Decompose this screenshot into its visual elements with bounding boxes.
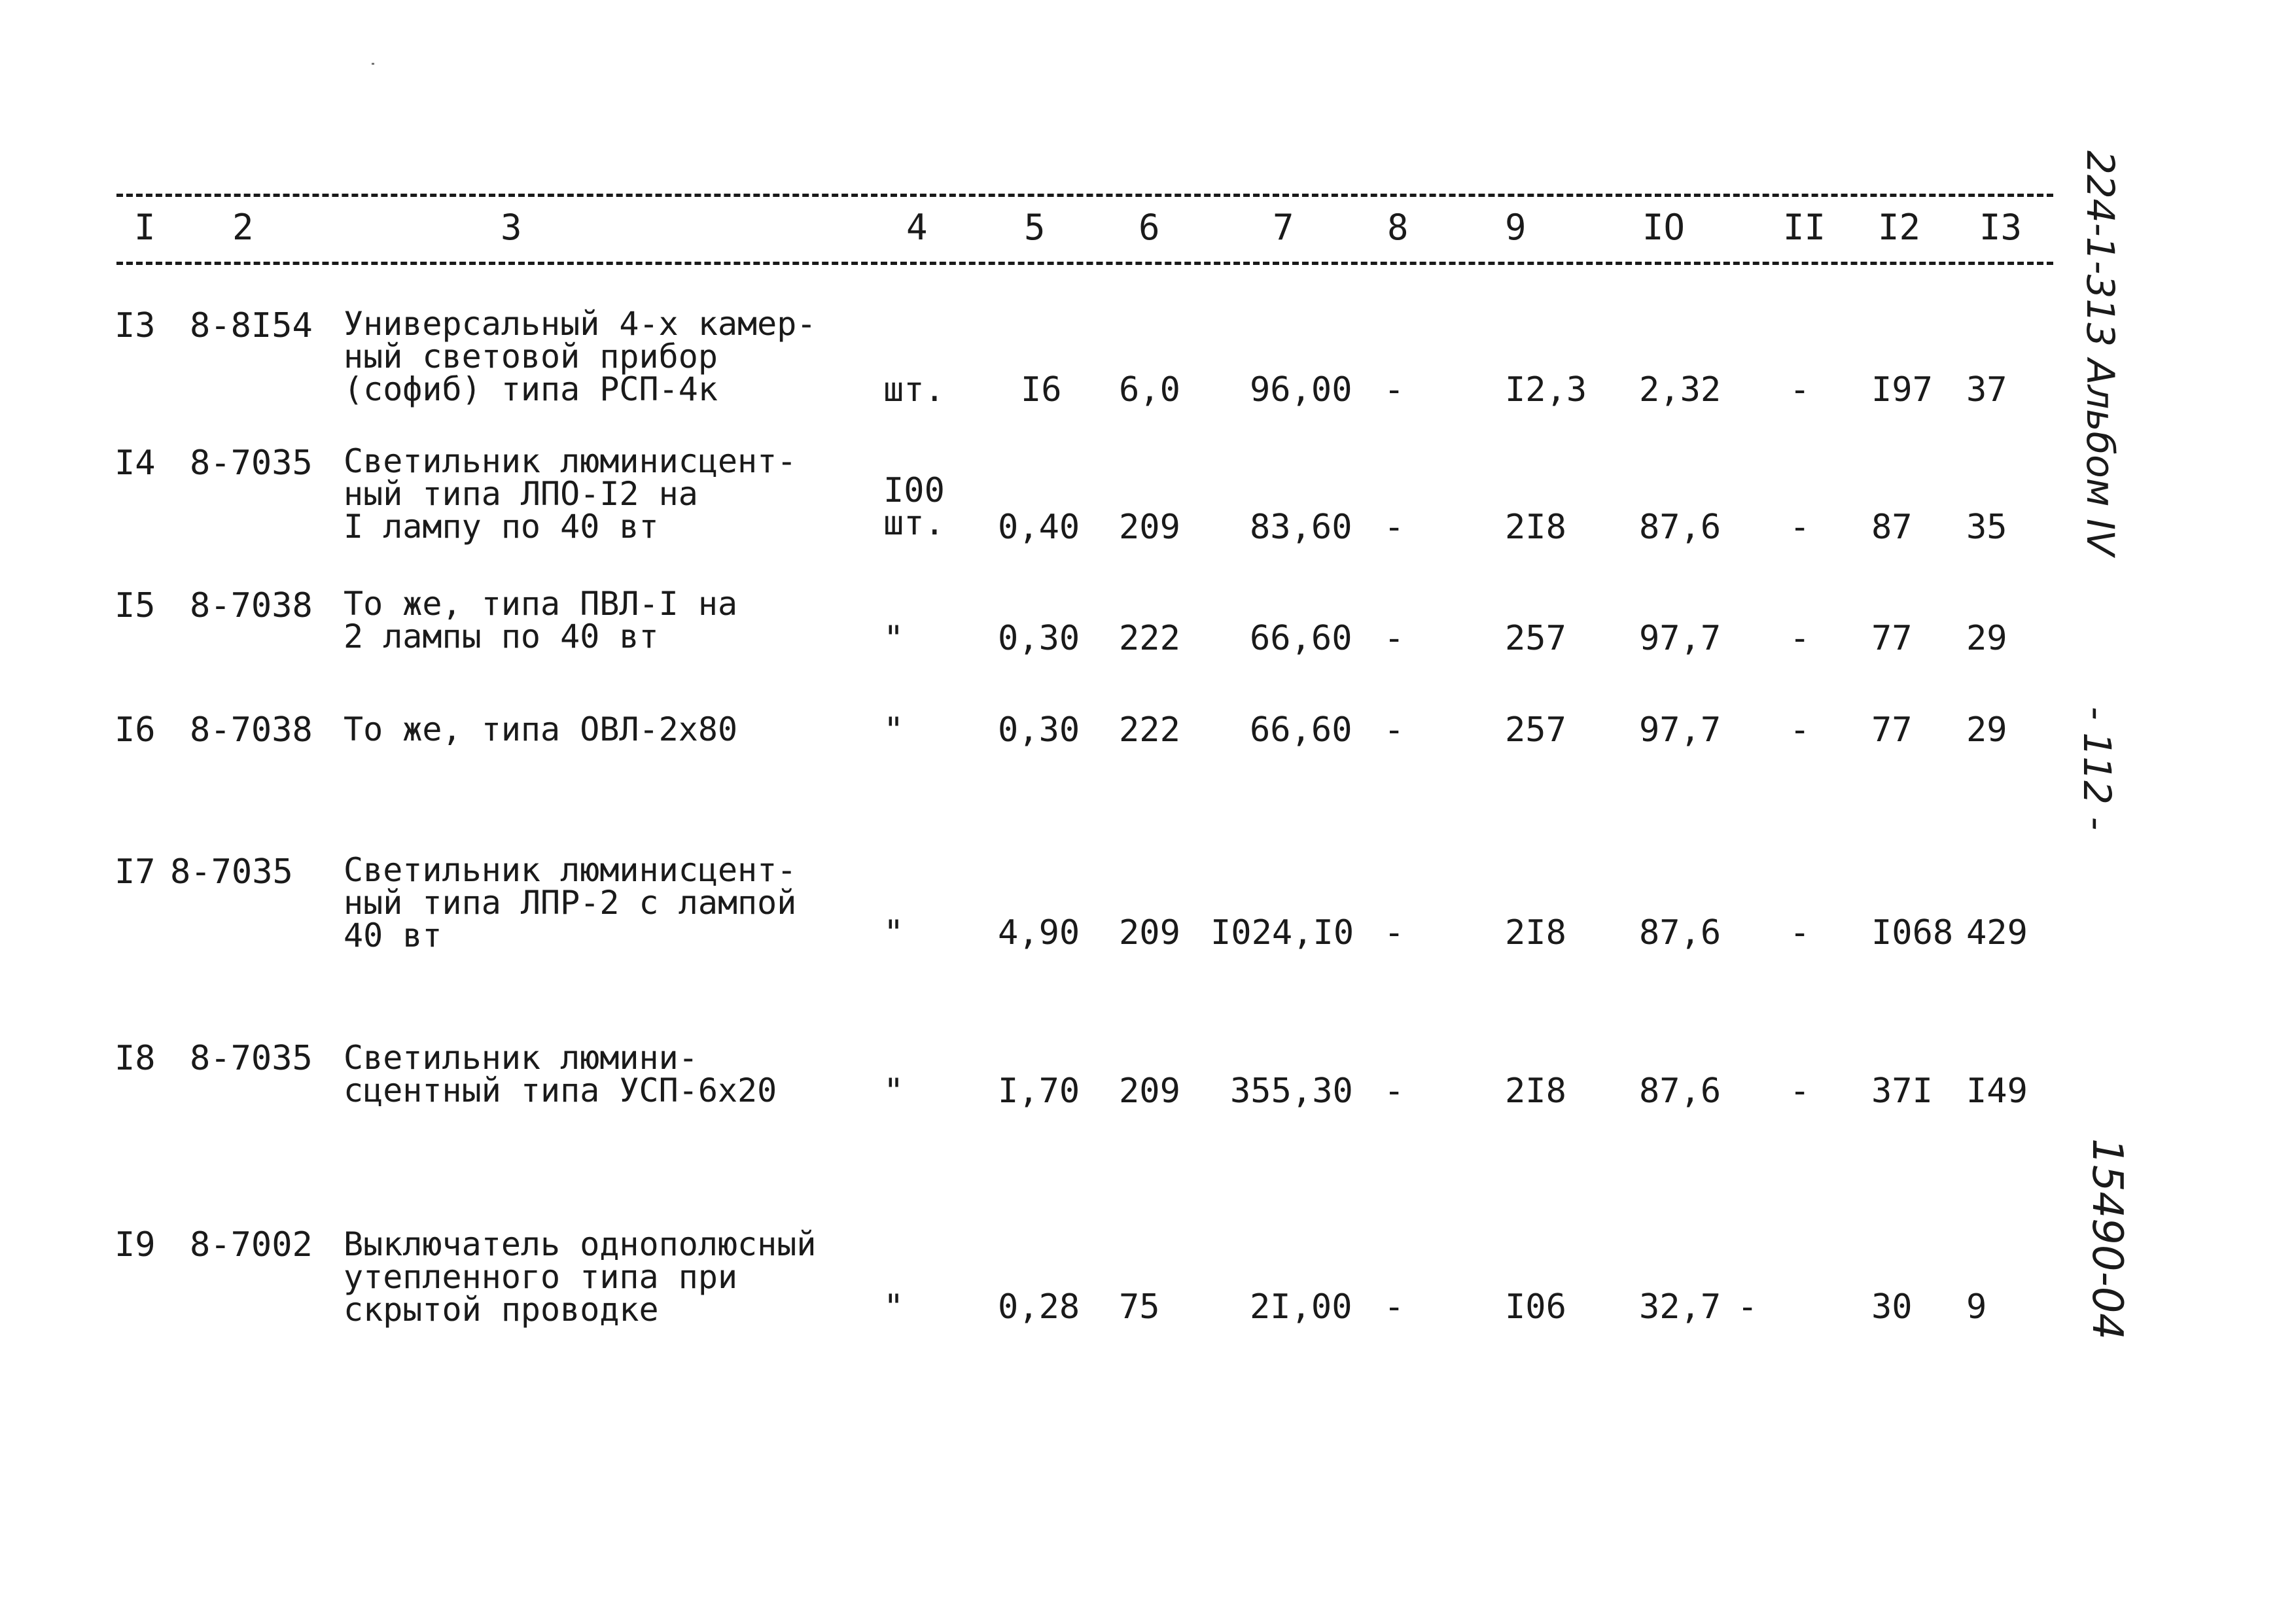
cell-col11: - [1790,710,1810,750]
cell-col8: - [1384,913,1405,952]
cell-col12: 77 [1871,710,1913,750]
cell-col12: I068 [1871,913,1954,952]
cell-col10: 87,6 [1639,1072,1722,1111]
row-number: I7 [115,852,156,892]
cell-col5: 0,30 [998,710,1080,750]
page-number: - 112 - [2075,707,2119,831]
rate-code: 8-7038 [190,586,313,625]
cell-col13: 9 [1966,1287,1987,1327]
cell-col8: - [1384,1072,1405,1111]
cell-col10: 2,32 [1639,370,1722,410]
cell-col5: 0,28 [998,1287,1080,1327]
cell-col9: 2I8 [1505,1072,1566,1111]
cell-col9: 2I8 [1505,913,1566,952]
cell-col7: 355,30 [1230,1072,1353,1111]
cell-col12: I97 [1871,370,1933,410]
cell-col13: 37 [1966,370,2007,410]
cell-col13: 29 [1966,619,2007,658]
cell-col7: 66,60 [1250,710,1352,750]
cell-col8: - [1384,619,1405,658]
item-description: Светильник люмини- сцентный типа УСП-6х20 [344,1039,777,1109]
cell-col11: - [1790,370,1810,410]
row-number: I3 [115,306,156,345]
cell-col9: I06 [1505,1287,1566,1327]
cell-col10: 87,6 [1639,508,1722,547]
cell-col13: I49 [1966,1072,2028,1111]
col-header-8: 8 [1387,207,1409,248]
cell-col9: I2,3 [1505,370,1587,410]
cell-col7: 2I,00 [1250,1287,1352,1327]
scan-speck [372,63,374,65]
cell-col5: 0,40 [998,508,1080,547]
cell-col13: 35 [1966,508,2007,547]
item-description: Универсальный 4-х камер- ный световой прибор (софиб) типа РСП-4к [344,305,817,408]
cell-col6: 209 [1119,1072,1180,1111]
cell-col11: - [1790,1072,1810,1111]
col-header-2: 2 [232,207,254,248]
cell-col6: 75 [1119,1287,1160,1327]
cell-col5: I6 [1021,370,1062,410]
cell-col9: 257 [1505,619,1566,658]
item-description: Светильник люминисцент- ный типа ЛПР-2 с лампой 40 вт [344,851,797,954]
cell-col9: 2I8 [1505,508,1566,547]
col-header-6: 6 [1139,207,1160,248]
cell-col5: 0,30 [998,619,1080,658]
unit: " [883,710,904,750]
row-number: I4 [115,444,156,483]
unit: I00 шт. [883,471,945,543]
cell-col12: 87 [1871,508,1913,547]
item-description: Светильник люминисцент- ный типа ЛПО-I2 на I лампу по 40 вт [344,442,797,546]
sheet-code: 15490-04 [2083,1138,2131,1340]
cell-col6: 222 [1119,710,1180,750]
cell-col8: - [1384,370,1405,410]
cell-col10: 87,6 [1639,913,1722,952]
item-description: То же, типа ПВЛ-I на 2 лампы по 40 вт [344,585,738,655]
item-description: То же, типа ОВЛ-2х80 [344,710,738,748]
cell-col11: - [1790,619,1810,658]
cell-col8: - [1384,508,1405,547]
cell-col12: 30 [1871,1287,1913,1327]
rate-code: 8-8I54 [190,306,313,345]
cell-col6: 209 [1119,913,1180,952]
rate-code: 8-7035 [190,1039,313,1078]
col-header-10: IO [1642,207,1686,248]
cell-col7: 83,60 [1250,508,1352,547]
unit: " [883,619,904,658]
cell-col8: - [1384,1287,1405,1327]
cell-col10: 97,7 [1639,619,1722,658]
cell-col7: I024,I0 [1210,913,1354,952]
album-reference: 224-1-313 Альбом IV [2078,150,2123,556]
cell-col9: 257 [1505,710,1566,750]
rate-code: 8-7035 [190,444,313,483]
cell-col7: 96,00 [1250,370,1352,410]
item-description: Выключатель однополюсный утепленного типа при скрытой проводке [344,1225,817,1329]
cell-col13: 429 [1966,913,2028,952]
cell-col6: 6,0 [1119,370,1180,410]
row-number: I5 [115,586,156,625]
unit: " [883,1287,904,1327]
col-header-11: II [1783,207,1826,248]
row-number: I9 [115,1225,156,1265]
col-header-7: 7 [1273,207,1294,248]
cell-col10: 32,7 [1639,1287,1722,1327]
col-header-13: I3 [1979,207,2022,248]
cell-col12: 37I [1871,1072,1933,1111]
cell-col6: 209 [1119,508,1180,547]
unit: " [883,913,904,952]
rate-code: 8-7038 [190,710,313,750]
col-header-1: I [134,207,156,248]
row-number: I8 [115,1039,156,1078]
cell-col11: - [1790,913,1810,952]
cell-col12: 77 [1871,619,1913,658]
cell-col11: - [1737,1287,1758,1327]
cell-col6: 222 [1119,619,1180,658]
unit: " [883,1072,904,1111]
cell-col11: - [1790,508,1810,547]
header-bottom-rule [116,262,2053,265]
header-top-rule [116,194,2053,197]
rate-code: 8-7035 [170,852,293,892]
rate-code: 8-7002 [190,1225,313,1265]
col-header-4: 4 [906,207,928,248]
cell-col13: 29 [1966,710,2007,750]
cell-col5: I,70 [998,1072,1080,1111]
col-header-3: 3 [501,207,522,248]
col-header-5: 5 [1024,207,1046,248]
col-header-12: I2 [1878,207,1921,248]
unit: шт. [883,370,945,410]
cell-col10: 97,7 [1639,710,1722,750]
row-number: I6 [115,710,156,750]
col-header-9: 9 [1505,207,1527,248]
cell-col7: 66,60 [1250,619,1352,658]
cell-col5: 4,90 [998,913,1080,952]
cell-col8: - [1384,710,1405,750]
